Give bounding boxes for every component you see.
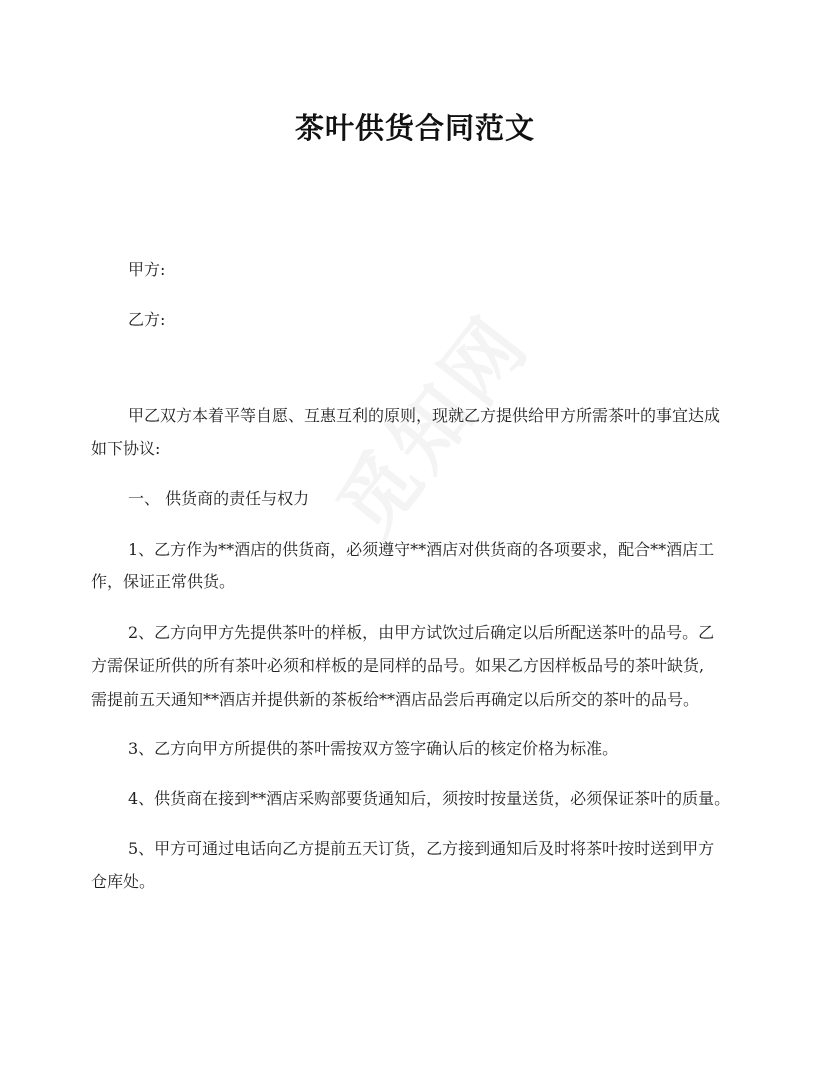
section-1-heading: 一、 供货商的责任与权力 xyxy=(128,489,310,508)
clause-5-line-2: 仓库处。 xyxy=(91,872,156,891)
clause-5-line-1: 5、甲方可通过电话向乙方提前五天订货，乙方接到通知后及时将茶叶按时送到甲方 xyxy=(128,839,715,858)
clause-4-line-1: 4、供货商在接到**酒店采购部要货通知后，须按时按量送货，必须保证茶叶的质量。 xyxy=(128,789,731,808)
clause-2-line-3: 需提前五天通知**酒店并提供新的茶板给**酒店品尝后再确定以后所交的茶叶的品号。 xyxy=(91,690,700,709)
party-a-label: 甲方: xyxy=(128,260,166,279)
clause-2-line-2: 方需保证所供的所有茶叶必须和样板的是同样的品号。如果乙方因样板品号的茶叶缺货, xyxy=(91,656,705,675)
clause-1-line-2: 作，保证正常供货。 xyxy=(91,572,236,591)
clause-2-line-1: 2、乙方向甲方先提供茶叶的样板，由甲方试饮过后确定以后所配送茶叶的品号。乙 xyxy=(128,623,715,642)
clause-1-line-1: 1、乙方作为**酒店的供货商，必须遵守**酒店对供货商的各项要求，配合**酒店工 xyxy=(128,540,715,559)
document-title: 茶叶供货合同范文 xyxy=(294,111,535,145)
party-b-label: 乙方: xyxy=(128,310,166,329)
clause-3-line-1: 3、乙方向甲方所提供的茶叶需按双方签字确认后的核定价格为标准。 xyxy=(128,739,619,758)
intro-line-1: 甲乙双方本着平等自愿、互惠互利的原则，现就乙方提供给甲方所需茶叶的事宜达成 xyxy=(128,406,721,425)
intro-line-2: 如下协议: xyxy=(91,439,161,458)
